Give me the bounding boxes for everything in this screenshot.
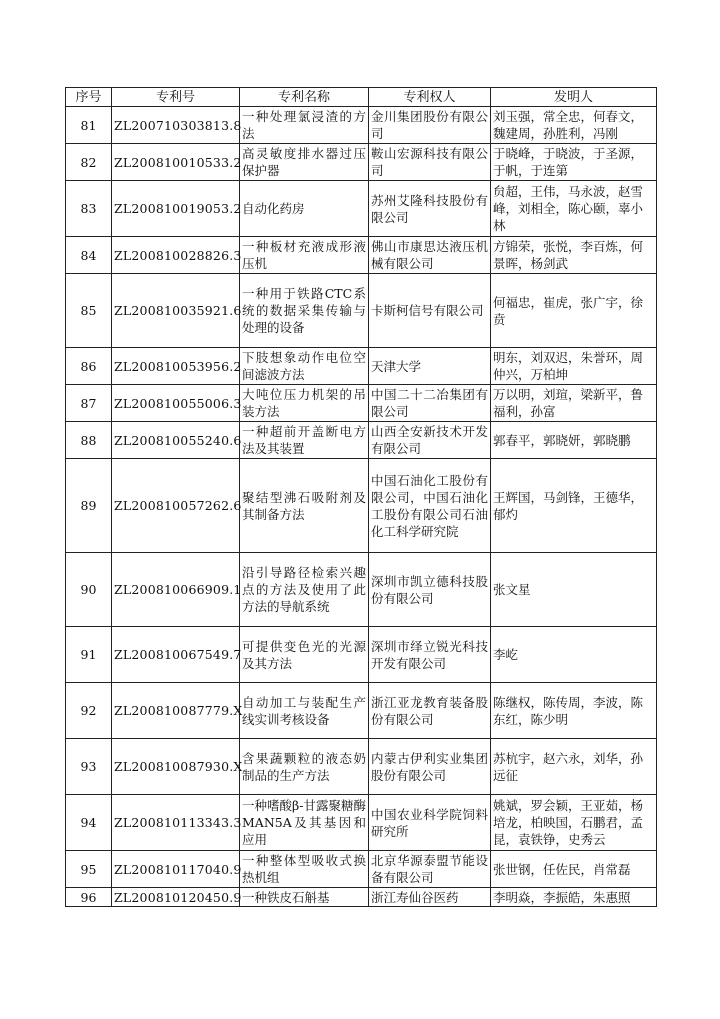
patent-number: ZL200810028826.3 [112,237,240,274]
patentee: 深圳市凯立德科技股份有限公司 [369,553,491,627]
patent-number: ZL200810055240.6 [112,422,240,459]
patentee: 鞍山宏源科技有限公司 [369,144,491,181]
patent-name: 一种处理氯浸渣的方法 [240,107,369,144]
table-row [66,348,657,385]
row-index: 82 [66,144,112,181]
inventors: 李明焱，李振皓，朱惠照 [491,888,657,907]
inventors: 李屹 [491,627,657,683]
patent-name: 一种板材充液成形液压机 [240,237,369,274]
patent-number: ZL200810010533.2 [112,144,240,181]
table-row [66,553,657,627]
patent-name: 沿引导路径检索兴趣点的方法及使用了此方法的导航系统 [240,553,369,627]
row-index: 81 [66,107,112,144]
inventors: 万以明，刘瑄，梁新平，鲁福利，孙富 [491,385,657,422]
inventors: 苏杭宇，赵六永，刘华，孙远征 [491,739,657,795]
row-index: 87 [66,385,112,422]
row-index: 83 [66,181,112,237]
inventors: 明东，刘双迟，朱誉环，周仲兴，万柏坤 [491,348,657,385]
row-index: 90 [66,553,112,627]
patentee: 中国农业科学院饲料研究所 [369,795,491,851]
inventors: 于晓峰，于晓波，于圣源，于帆，于连第 [491,144,657,181]
patent-name: 高灵敏度排水器过压保护器 [240,144,369,181]
table-row [66,851,657,888]
patent-number: ZL200810066909.1 [112,553,240,627]
patent-number: ZL200810087930.X [112,739,240,795]
table-row [66,459,657,553]
patent-number: ZL200810117040.9 [112,851,240,888]
patentee: 金川集团股份有限公司 [369,107,491,144]
patentee: 天津大学 [369,348,491,385]
inventors: 刘玉强，常全忠，何春文，魏建周，孙胜利，冯刚 [491,107,657,144]
table-row [66,237,657,274]
patent-name: 自动加工与装配生产线实训考核设备 [240,683,369,739]
header-inventors: 发明人 [491,88,657,107]
inventors: 姚斌，罗会颖，王亚茹，杨培龙，柏映国，石鹏君，孟昆，袁铁铮，史秀云 [491,795,657,851]
patentee: 深圳市绎立锐光科技开发有限公司 [369,627,491,683]
table-row [66,683,657,739]
header-index: 序号 [66,88,112,107]
patent-number: ZL200710303813.8 [112,107,240,144]
patent-name: 下肢想象动作电位空间滤波方法 [240,348,369,385]
inventors: 张文星 [491,553,657,627]
patentee: 中国石油化工股份有限公司，中国石油化工股份有限公司石油化工科学研究院 [369,459,491,553]
row-index: 89 [66,459,112,553]
patent-name: 一种整体型吸收式换热机组 [240,851,369,888]
patent-name: 聚结型沸石吸附剂及其制备方法 [240,459,369,553]
header-patent-number: 专利号 [112,88,240,107]
patent-number: ZL200810067549.7 [112,627,240,683]
patent-name: 一种用于铁路CTC系统的数据采集传输与处理的设备 [240,274,369,348]
header-patent-name: 专利名称 [240,88,369,107]
row-index: 96 [66,888,112,907]
table-row [66,739,657,795]
patent-number: ZL200810053956.2 [112,348,240,385]
inventors: 王辉国，马剑锋，王德华，郁灼 [491,459,657,553]
table-row [66,107,657,144]
table-row [66,181,657,237]
inventors: 何福忠，崔虎，张广宇，徐贲 [491,274,657,348]
patentee: 浙江寿仙谷医药 [369,888,491,907]
table-row [66,385,657,422]
table-row [66,144,657,181]
patent-name: 一种嗜酸β-甘露聚糖酶MAN5A及其基因和应用 [240,795,369,851]
patent-number: ZL200810035921.6 [112,274,240,348]
row-index: 94 [66,795,112,851]
patentee: 苏州艾隆科技股份有限公司 [369,181,491,237]
patent-number: ZL200810087779.X [112,683,240,739]
patent-number: ZL200810120450.9 [112,888,240,907]
patentee: 中国二十二冶集团有限公司 [369,385,491,422]
patentee: 佛山市康思达液压机械有限公司 [369,237,491,274]
header-patentee: 专利权人 [369,88,491,107]
patentee: 浙江亚龙教育装备股份有限公司 [369,683,491,739]
patent-number: ZL200810057262.6 [112,459,240,553]
row-index: 86 [66,348,112,385]
row-index: 91 [66,627,112,683]
inventors: 方锦荣，张悦，李百炼，何景晖，杨剑武 [491,237,657,274]
patentee: 卡斯柯信号有限公司 [369,274,491,348]
patentee: 山西全安新技术开发有限公司 [369,422,491,459]
patent-name: 一种超前开盖断电方法及其装置 [240,422,369,459]
inventors: 贠超，王伟，马永波，赵雪峰，刘相全，陈心颐，辜小林 [491,181,657,237]
patent-name: 可提供变色光的光源及其方法 [240,627,369,683]
patent-name: 自动化药房 [240,181,369,237]
table-row [66,888,657,907]
row-index: 93 [66,739,112,795]
patent-number: ZL200810055006.3 [112,385,240,422]
row-index: 88 [66,422,112,459]
row-index: 95 [66,851,112,888]
table-row [66,795,657,851]
patent-number: ZL200810019053.2 [112,181,240,237]
row-index: 85 [66,274,112,348]
inventors: 陈继权，陈传周，李波，陈东红，陈少明 [491,683,657,739]
table-row [66,422,657,459]
row-index: 84 [66,237,112,274]
row-index: 92 [66,683,112,739]
table-header-row [66,88,657,107]
patent-table [65,87,657,907]
table-row [66,274,657,348]
inventors: 郭春平，郭晓妍，郭晓鹏 [491,422,657,459]
patent-name: 一种铁皮石斛基 [240,888,369,907]
patent-name: 含果蔬颗粒的液态奶制品的生产方法 [240,739,369,795]
table-row [66,627,657,683]
patent-number: ZL200810113343.3 [112,795,240,851]
inventors: 张世钢，任佐民，肖常磊 [491,851,657,888]
patentee: 内蒙古伊利实业集团股份有限公司 [369,739,491,795]
patent-name: 大吨位压力机架的吊装方法 [240,385,369,422]
patentee: 北京华源泰盟节能设备有限公司 [369,851,491,888]
